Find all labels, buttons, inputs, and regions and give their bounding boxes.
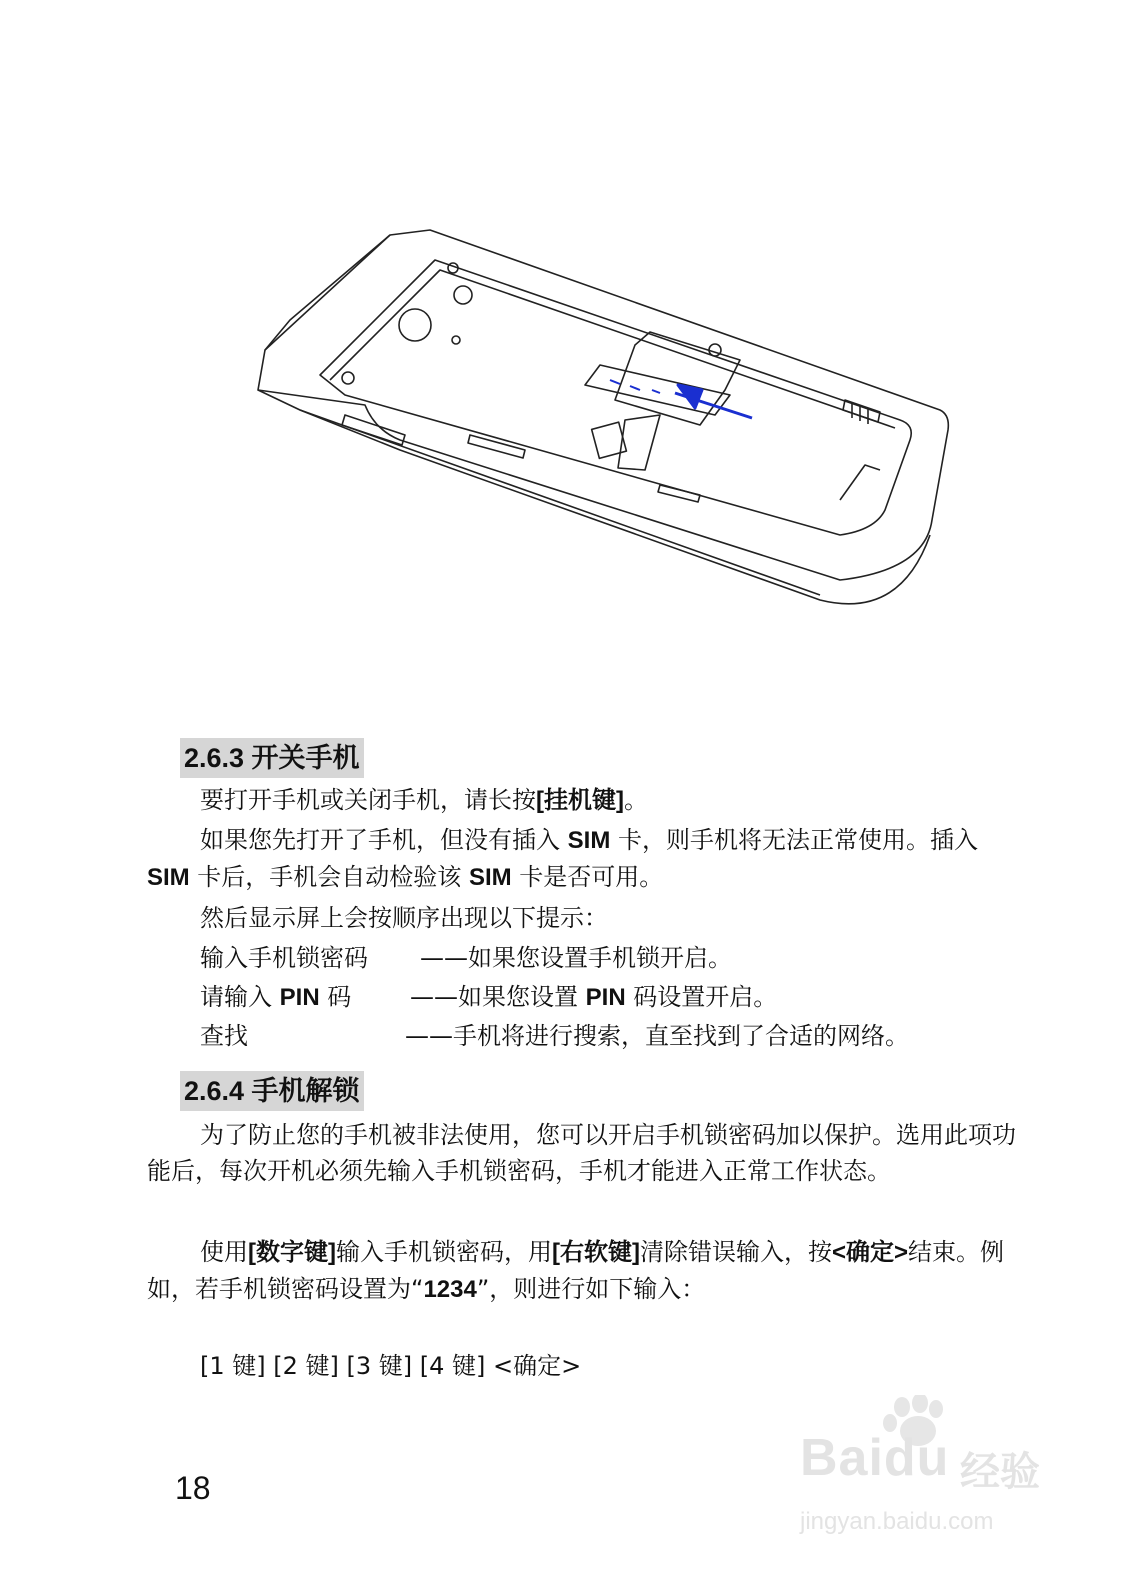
prompt-row-lock <box>200 940 732 976</box>
prompt-row-pin <box>200 979 778 1016</box>
text: 使用 <box>200 1238 248 1266</box>
paragraph-power-key <box>200 782 648 819</box>
watermark-brand: Baidu <box>800 1429 950 1487</box>
prompt-desc: 码设置开启。 <box>625 983 778 1011</box>
watermark-cn: 经验 <box>960 1449 1040 1495</box>
section-heading-264: 2.6.4 手机解锁 <box>180 1071 364 1111</box>
pin-term: PIN <box>279 984 320 1011</box>
text: 。 <box>623 786 648 814</box>
prompt-label: 码 <box>319 983 352 1011</box>
prompt-desc: ——如果您设置手机锁开启。 <box>420 944 732 972</box>
example-password: 1234 <box>423 1276 477 1303</box>
prompt-label: 输入手机锁密码 <box>200 944 368 972</box>
number-key-label: [数字键] <box>248 1239 336 1266</box>
text: 卡是否可用。 <box>511 863 664 891</box>
text: ”，则进行如下输入： <box>476 1275 706 1303</box>
paragraph-prompts-intro: 然后显示屏上会按顺序出现以下提示： <box>200 904 608 932</box>
paragraph-unlock-steps <box>147 1234 1027 1308</box>
text: 如果您先打开了手机，但没有插入 <box>200 826 568 854</box>
prompt-desc: ——如果您设置 <box>410 983 586 1011</box>
watermark-url: jingyan.baidu.com <box>800 1508 994 1535</box>
prompt-row-search <box>200 1018 909 1054</box>
paragraph-sim-check <box>147 822 1027 896</box>
text: 要打开手机或关闭手机，请长按 <box>200 786 536 814</box>
text: 卡后，手机会自动检验该 <box>189 863 469 891</box>
example-key-sequence: [1 键] [2 键] [3 键] [4 键] <确定> <box>200 1352 582 1380</box>
right-soft-key-label: [右软键] <box>551 1239 640 1266</box>
ok-key-label: <确定> <box>831 1239 908 1266</box>
sim-term: SIM <box>468 864 512 891</box>
prompt-desc: ——手机将进行搜索，直至找到了合适的网络。 <box>405 1022 909 1050</box>
prompt-label: 查找 <box>200 1022 248 1050</box>
text: 清除错误输入，按 <box>639 1238 832 1266</box>
text: 卡，则手机将无法正常使用。插入 <box>610 826 978 854</box>
text: 输入手机锁密码，用 <box>335 1238 552 1266</box>
page-number: 18 <box>175 1470 211 1506</box>
hangup-key-label: [挂机键] <box>536 787 624 814</box>
prompt-label: 请输入 <box>200 983 280 1011</box>
sim-insertion-figure <box>140 150 1060 720</box>
section-heading-263: 2.6.3 开关手机 <box>180 738 364 778</box>
sim-term: SIM <box>567 827 611 854</box>
sim-term: SIM <box>147 864 190 891</box>
text: 结束。例如，若手机锁密码设置为“ <box>147 1238 1004 1303</box>
paragraph-lock-intro: 为了防止您的手机被非法使用，您可以开启手机锁密码加以保护。选用此项功能后，每次开机必须先输入手机锁密码，手机才能进入正常工作状态。 <box>147 1121 1016 1185</box>
pin-term: PIN <box>585 984 626 1011</box>
